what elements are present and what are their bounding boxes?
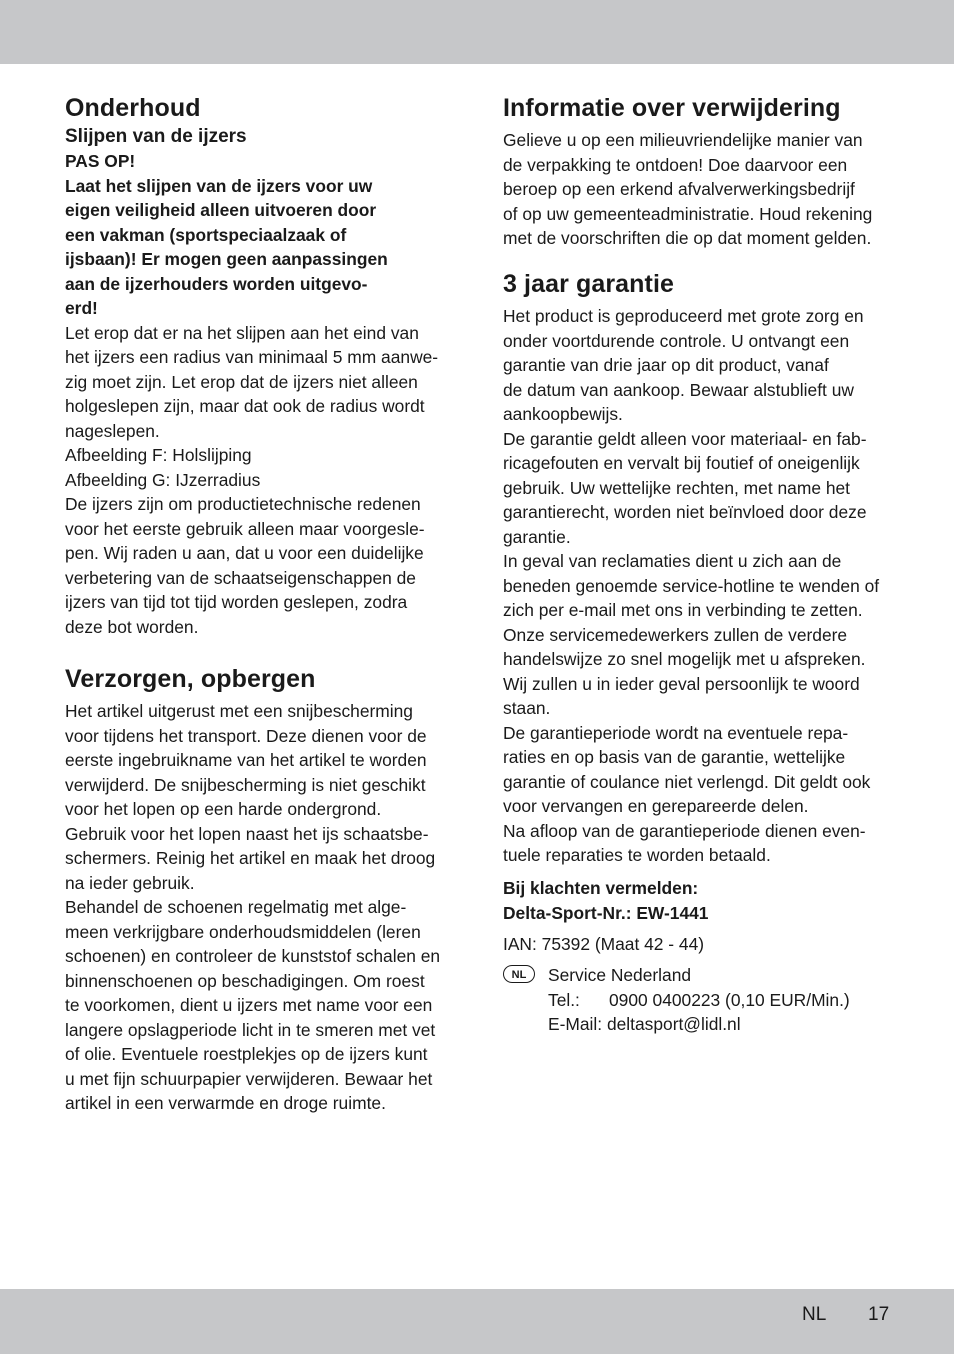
text-line: met de voorschriften die op dat moment gelden. — [503, 228, 872, 248]
section-title-garantie: 3 jaar garantie — [503, 270, 675, 298]
text-line: Na afloop van de garantieperiode dienen even- — [503, 820, 866, 841]
text-line: voor het eerste gebruik alleen maar voorgesle- — [65, 518, 425, 539]
text-line: Gelieve u op een milieuvriendelijke manier van — [503, 130, 863, 150]
text-line: Wij zullen u in ieder geval persoonlijk te woord — [503, 673, 860, 694]
service-details — [548, 963, 850, 1037]
text-line: aan de ijzerhouders worden uitgevo- — [65, 273, 368, 294]
text-line: langere opslagperiode licht in te smeren met vet — [65, 1019, 436, 1040]
text-line: pen. Wij raden u aan, dat u voor een duidelijke — [65, 543, 424, 563]
text-line: ricagefouten en vervalt bij foutief of oneigenlijk — [503, 453, 860, 473]
text-line: erd! — [65, 298, 98, 318]
text-line: aankoopbewijs. — [503, 404, 623, 424]
text-line: eerste ingebruikname van het artikel te worden — [65, 750, 427, 770]
text-line: beroep op een erkend afvalverwerkingsbedrijf — [503, 179, 855, 199]
text-line: Laat het slijpen van de ijzers voor uw — [65, 175, 373, 196]
text-line: De ijzers zijn om productietechnische redenen — [65, 494, 421, 514]
service-phone — [548, 988, 850, 1013]
text-line: schoenen) en controleer de kunststof schalen en — [65, 946, 441, 966]
text-line: De garantieperiode wordt na eventuele repa- — [503, 722, 849, 743]
service-email: E-Mail: deltasport@lidl.nl — [548, 1014, 741, 1034]
text-line: voor het lopen op een harde ondergrond. — [65, 799, 382, 819]
section-title-verzorgen: Verzorgen, opbergen — [65, 665, 316, 693]
nl-country-badge: NL — [503, 965, 535, 983]
text-line: garantie of coulance niet verlengd. Dit geldt ook — [503, 771, 871, 792]
text-line: te voorkomen, dient u ijzers met name voor een — [65, 995, 433, 1015]
verwijdering-body — [503, 128, 895, 251]
section-verzorgen — [65, 664, 450, 1116]
page-number: 17 — [868, 1304, 890, 1325]
text-line: staan. — [503, 698, 551, 718]
text-line: meen verkrijgbare onderhoudsmiddelen (leren — [65, 921, 421, 942]
text-line: u met fijn schuurpapier verwijderen. Bewaar het — [65, 1068, 433, 1089]
text-line: Behandel de schoenen regelmatig met alge- — [65, 897, 407, 917]
text-line: Afbeelding F: Holslijping — [65, 445, 252, 465]
text-line: of op uw gemeenteadministratie. Houd rekening — [503, 203, 873, 224]
text-line: de datum van aankoop. Bewaar alstublieft uw — [503, 379, 854, 400]
section-garantie — [503, 269, 895, 868]
onderhoud-body — [65, 321, 450, 640]
text-line: garantie. — [503, 526, 571, 547]
complaints-label: Bij klachten vermelden: — [503, 878, 699, 898]
text-line: raties en op basis van de garantie, wettelijke — [503, 747, 846, 767]
text-line: gebruik. Uw wettelijke rechten, met name het — [503, 477, 851, 498]
text-line: of olie. Eventuele roestplekjes op de ijzers kunt — [65, 1044, 428, 1064]
text-line: deze bot worden. — [65, 616, 199, 637]
ian-number — [503, 932, 895, 957]
text-line: binnenschoenen op beschadigingen. Om roest — [65, 970, 425, 991]
text-line: handelswijze zo snel mogelijk met u afspreken. — [503, 649, 866, 669]
service-name: Service Nederland — [548, 965, 692, 985]
phone-number: 0900 0400223 (0,10 EUR/Min.) — [609, 989, 850, 1010]
text-line: Afbeelding G: IJzerradius — [65, 469, 261, 490]
garantie-body — [503, 304, 895, 868]
delta-sport-number: Delta-Sport-Nr.: EW-1441 — [503, 902, 709, 923]
text-line: In geval van reclamaties dient u zich aan de — [503, 551, 842, 571]
text-line: een vakman (sportspeciaalzaak of — [65, 224, 347, 245]
text-line: Het artikel uitgerust met een snijbescherming — [65, 701, 413, 721]
text-line: Gebruik voor het lopen naast het ijs schaatsbe- — [65, 823, 429, 844]
text-line: Het product is geproduceerd met grote zorg en — [503, 306, 864, 326]
section-verwijdering — [503, 93, 895, 251]
text-line: garantierecht, worden niet beïnvloed door deze — [503, 502, 867, 522]
text-line: voor vervangen en gerepareerde delen. — [503, 796, 809, 816]
text-line: voor tijdens het transport. Deze dienen voor de — [65, 725, 427, 746]
text-line: tuele reparaties te worden betaald. — [503, 845, 771, 865]
text-line: eigen veiligheid alleen uitvoeren door — [65, 200, 377, 220]
section-onderhoud — [65, 93, 450, 639]
text-line: holgeslepen zijn, maar dat ook de radius wordt — [65, 396, 425, 416]
text-line: de verpakking te ontdoen! Doe daarvoor een — [503, 154, 848, 175]
text-line: het ijzers een radius van minimaal 5 mm aanwe- — [65, 347, 439, 367]
text-line: verbetering van de schaatseigenschappen de — [65, 567, 416, 588]
warning-text — [65, 174, 450, 321]
text-line: onder voortdurende controle. U ontvangt een — [503, 330, 850, 351]
text-line: zig moet zijn. Let erop dat de ijzers niet alleen — [65, 371, 418, 392]
verzorgen-body — [65, 699, 450, 1116]
text-line: ijzers van tijd tot tijd worden geslepen, zodra — [65, 592, 408, 612]
warning-label: PAS OP! — [65, 151, 136, 171]
text-line: verwijderd. De snijbescherming is niet geschikt — [65, 774, 426, 795]
phone-label: Tel.: — [548, 989, 580, 1010]
text-line: De garantie geldt alleen voor materiaal- en fab- — [503, 428, 867, 449]
text-line: artikel in een verwarmde en droge ruimte. — [65, 1093, 386, 1113]
section-title-verwijdering: Informatie over verwijdering — [503, 94, 841, 122]
complaints-info — [503, 876, 895, 925]
section-title-onderhoud: Onderhoud — [65, 94, 201, 122]
text-line: Let erop dat er na het slijpen aan het eind van — [65, 322, 419, 343]
ian-text: IAN: 75392 (Maat 42 - 44) — [503, 934, 705, 954]
text-line: Onze servicemedewerkers zullen de verdere — [503, 624, 848, 645]
text-line: na ieder gebruik. — [65, 872, 195, 893]
footer-language: NL — [802, 1304, 827, 1325]
text-line: zich per e-mail met ons in verbinding te zetten. — [503, 600, 863, 620]
text-line: nageslepen. — [65, 420, 160, 441]
text-line: schermers. Reinig het artikel en maak het droog — [65, 848, 436, 868]
header-band — [0, 0, 954, 64]
text-line: garantie van drie jaar op dit product, vanaf — [503, 355, 829, 375]
subheading-slijpen: Slijpen van de ijzers — [65, 126, 247, 147]
text-line: beneden genoemde service-hotline te wenden of — [503, 575, 880, 596]
text-line: ijsbaan)! Er mogen geen aanpassingen — [65, 249, 388, 269]
